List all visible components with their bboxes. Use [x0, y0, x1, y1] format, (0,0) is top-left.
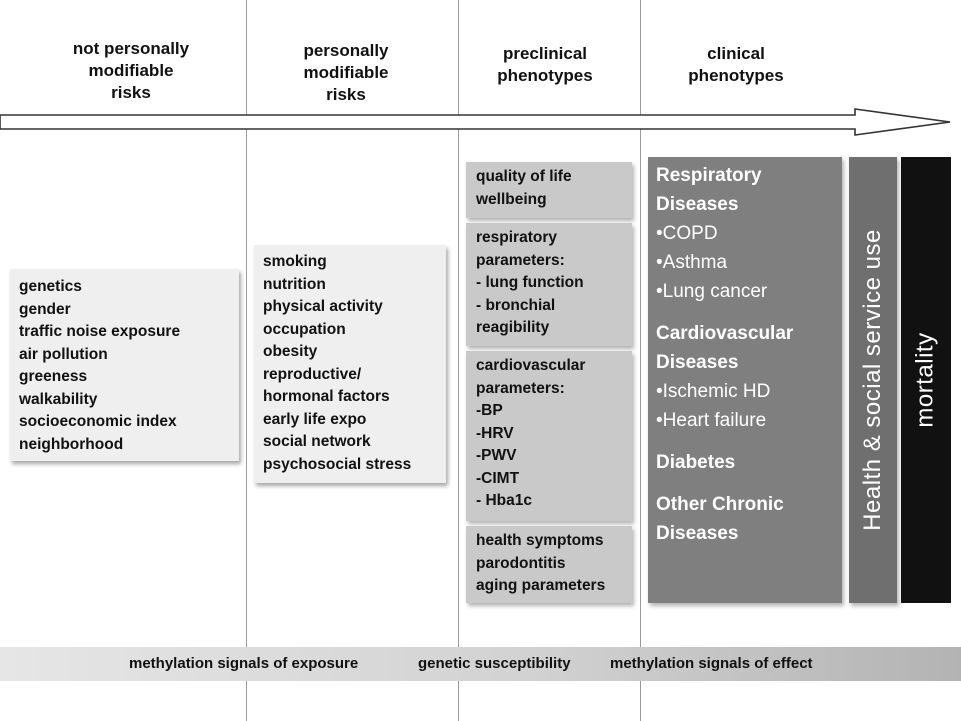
- preclinical-item: aging parameters: [476, 577, 606, 594]
- preclinical-item: parameters:: [476, 251, 565, 269]
- mortality-bar: [901, 157, 951, 603]
- preclinical-item: - bronchial: [476, 296, 556, 314]
- disease-heading: Diabetes: [656, 452, 736, 473]
- header-line: clinical: [707, 44, 765, 63]
- preclinical-item: - lung function: [476, 274, 584, 291]
- methylation-exposure-label: methylation signals of exposure: [129, 655, 359, 672]
- preclinical-item: parodontitis: [476, 554, 566, 572]
- risk-item: genetics: [19, 278, 82, 295]
- disease-heading: Cardiovascular: [656, 323, 794, 344]
- risk-item: reproductive/: [263, 365, 362, 383]
- preclinical-item: -CIMT: [476, 469, 520, 487]
- genetic-susceptibility-label: genetic susceptibility: [418, 655, 571, 672]
- disease-heading: Diseases: [656, 194, 739, 215]
- disease-item: •Heart failure: [656, 410, 767, 431]
- disease-heading: Diseases: [656, 523, 739, 544]
- health-service-use-label: Health & social service use: [859, 229, 887, 531]
- disease-item: •Asthma: [656, 252, 728, 273]
- risk-item: psychosocial stress: [263, 455, 412, 473]
- header-line: modifiable: [303, 63, 389, 82]
- timeline-arrow-icon: [0, 108, 961, 138]
- preclinical-quality-box: [466, 162, 632, 218]
- header-modifiable: [256, 40, 436, 106]
- spacer: [656, 435, 834, 448]
- risk-item: physical activity: [263, 298, 383, 315]
- header-line: phenotypes: [497, 66, 593, 85]
- risk-item: occupation: [263, 320, 346, 338]
- risk-item: gender: [19, 300, 71, 318]
- disease-heading: Diseases: [656, 352, 739, 373]
- preclinical-item: - Hba1c: [476, 492, 532, 509]
- risk-item: social network: [263, 433, 371, 450]
- spacer: [656, 306, 834, 319]
- preclinical-item: cardiovascular: [476, 357, 586, 374]
- header-line: preclinical: [502, 44, 588, 63]
- disease-item: •Ischemic HD: [656, 381, 771, 402]
- disease-item: •COPD: [656, 223, 718, 244]
- preclinical-item: -BP: [476, 402, 503, 419]
- header-line: not personally: [72, 39, 190, 58]
- risk-item: neighborhood: [19, 435, 124, 453]
- header-preclinical: [460, 43, 630, 87]
- risk-item: socioeconomic index: [19, 413, 177, 430]
- risk-item: nutrition: [263, 275, 326, 293]
- header-line: phenotypes: [688, 66, 784, 85]
- preclinical-item: wellbeing: [476, 190, 547, 208]
- risk-item: hormonal factors: [263, 388, 390, 405]
- health-service-use-bar: [849, 157, 897, 603]
- header-line: risks: [326, 85, 366, 104]
- header-clinical: [646, 43, 826, 87]
- preclinical-item: -PWV: [476, 447, 517, 464]
- risk-item: air pollution: [19, 345, 108, 363]
- preclinical-item: parameters:: [476, 379, 565, 397]
- spacer: [656, 477, 834, 490]
- disease-heading: Other Chronic: [656, 494, 784, 515]
- header-line: personally: [303, 41, 389, 60]
- risk-item: greeness: [19, 368, 88, 385]
- risk-item: traffic noise exposure: [19, 323, 181, 340]
- risk-item: obesity: [263, 343, 318, 360]
- preclinical-respiratory-box: [466, 223, 632, 346]
- not-modifiable-risks-box: [10, 269, 239, 461]
- mortality-label: mortality: [912, 332, 939, 428]
- preclinical-item: health symptoms: [476, 532, 604, 549]
- preclinical-item: respiratory: [476, 229, 557, 246]
- preclinical-item: quality of life: [476, 168, 572, 185]
- methylation-effect-label: methylation signals of effect: [610, 655, 813, 672]
- header-not-modifiable: [36, 38, 226, 104]
- disease-item: •Lung cancer: [656, 281, 768, 302]
- risk-item: early life expo: [263, 410, 367, 428]
- risk-item: walkability: [19, 390, 98, 408]
- preclinical-health-box: [466, 526, 632, 603]
- header-line: risks: [111, 83, 151, 102]
- risk-item: smoking: [263, 253, 327, 270]
- preclinical-item: reagibility: [476, 319, 550, 336]
- header-line: modifiable: [88, 61, 174, 80]
- modifiable-risks-box: [254, 245, 446, 483]
- preclinical-cardiovascular-box: [466, 351, 632, 521]
- clinical-diseases-box: [648, 157, 842, 603]
- preclinical-item: -HRV: [476, 424, 514, 442]
- disease-heading: Respiratory: [656, 165, 762, 186]
